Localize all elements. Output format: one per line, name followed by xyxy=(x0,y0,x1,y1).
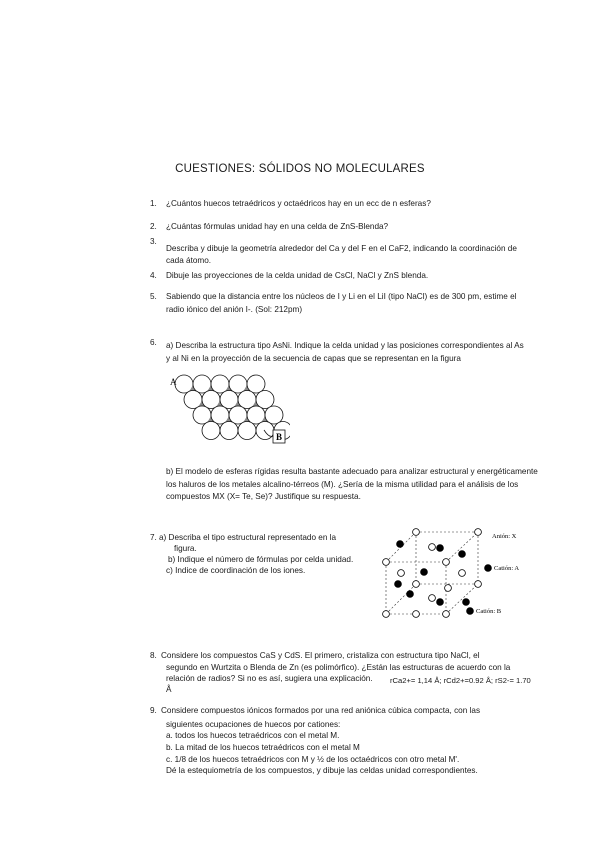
question-text: b) El modelo de esferas rígidas resulta bastante adecuado para analizar estructural y energéticamente xyxy=(166,467,538,476)
question-text: compuestos MX (X= Te, Se)? Justifique su respuesta. xyxy=(166,492,361,501)
cation-atom xyxy=(437,545,444,552)
question-text: ¿Cuántos huecos tetraédricos y octaédricos hay en un ecc de n esferas? xyxy=(166,199,431,208)
cation-atom xyxy=(421,569,428,576)
question-text: cada átomo. xyxy=(166,256,212,265)
sphere xyxy=(265,406,283,424)
question-text: Sabiendo que la distancia entre los núcleos de I y Li en el LiI (tipo NaCl) es de 300 pm, estime el xyxy=(166,292,517,301)
question-number: 3. xyxy=(150,237,157,246)
question-text: radio iónico del anión I-. (Sol: 212pm) xyxy=(166,305,303,314)
cation-atom xyxy=(485,565,492,572)
anion-atom xyxy=(429,595,436,602)
question-number: 8. xyxy=(150,651,157,660)
page-title: CUESTIONES: SÓLIDOS NO MOLECULARES xyxy=(175,163,425,175)
question-number: 5. xyxy=(150,292,157,301)
question-number: 7. xyxy=(150,533,157,542)
cation-atom xyxy=(467,608,474,615)
radii-values: rCa2+= 1,14 Å; rCd2+=0.92 Å; rS2-= 1.70 xyxy=(390,676,531,685)
sphere-packing-figure xyxy=(168,372,290,448)
anion-atom xyxy=(443,611,450,618)
sphere xyxy=(238,422,256,440)
question-number: 1. xyxy=(150,199,157,208)
question-text: siguientes ocupaciones de huecos por cationes: xyxy=(166,720,341,729)
question-text: y al Ni en la proyección de la secuencia de capas que se representan en la figura xyxy=(166,354,461,363)
legend-cation-b: Catión: B xyxy=(476,608,502,615)
anion-atom xyxy=(475,529,482,536)
question-text: Considere los compuestos CaS y CdS. El primero, cristaliza con estructura tipo NaCl, el xyxy=(161,651,480,660)
anion-atom xyxy=(413,529,420,536)
question-text: Considere compuestos iónicos formados por una red aniónica cúbica compacta, con las xyxy=(161,706,481,715)
question-text: c) Indice de coordinación de los iones. xyxy=(166,566,306,575)
anion-atom xyxy=(459,570,466,577)
question-text: b. La mitad de los huecos tetraédricos con el metal M xyxy=(166,743,360,752)
question-text: b) Indique el número de fórmulas por celda unidad. xyxy=(168,555,354,564)
legend-cation-a: Catión: A xyxy=(494,565,520,572)
anion-atom xyxy=(413,611,420,618)
question-text: a. todos los huecos tetraédricos con el metal M. xyxy=(166,731,340,740)
cation-atom xyxy=(397,541,404,548)
question-text: c. 1/8 de los huecos tetraédricos con M y ½ de los octaédricos con otro metal M'. xyxy=(166,755,460,764)
question-text: ¿Cuántas fórmulas unidad hay en una celda de ZnS-Blenda? xyxy=(166,222,389,231)
question-number: 9. xyxy=(150,706,157,715)
question-text: a) Describa la estructura tipo AsNi. Indique la celda unidad y las posiciones correspondientes al As xyxy=(166,341,524,350)
question-number: 2. xyxy=(150,222,157,231)
question-text: a) Describa el tipo estructural representado en la xyxy=(159,533,337,542)
anion-atom xyxy=(445,585,452,592)
anion-atom xyxy=(413,581,420,588)
question-number: 6. xyxy=(150,338,157,347)
question-number: 4. xyxy=(150,271,157,280)
anion-atom xyxy=(398,570,405,577)
figure-label-b: B xyxy=(276,432,283,442)
question-text: los haluros de los metales alcalino-térreos (M). ¿Sería de la misma utilidad para el análisis de los xyxy=(166,480,519,489)
question-text: relación de radios? Si no es así, sugiera una explicación. xyxy=(166,674,373,683)
anion-atom xyxy=(443,559,450,566)
cation-atom xyxy=(437,599,444,606)
cation-atom xyxy=(459,551,466,558)
legend-anion: Anión: X xyxy=(492,533,517,540)
cation-atom xyxy=(395,581,402,588)
crystal-structure-figure xyxy=(380,524,530,624)
cation-atom xyxy=(463,599,470,606)
question-text: figura. xyxy=(174,544,197,553)
question-text: Dé la estequiometría de los compuestos, y dibuje las celdas unidad correspondientes. xyxy=(166,766,478,775)
question-text: segundo en Wurtzita o Blenda de Zn (es polimórfico). ¿Están las estructuras de acuerdo con la xyxy=(166,663,511,672)
sphere xyxy=(247,375,265,393)
figure-label-a: A xyxy=(170,377,177,387)
sphere xyxy=(256,391,274,409)
sphere xyxy=(202,422,220,440)
sphere xyxy=(220,422,238,440)
anion-atom xyxy=(475,581,482,588)
anion-atom xyxy=(429,544,436,551)
anion-atom xyxy=(383,611,390,618)
cation-atom xyxy=(407,591,414,598)
question-text: Dibuje las proyecciones de la celda unidad de CsCl, NaCl y ZnS blenda. xyxy=(166,271,429,280)
anion-atom xyxy=(383,559,390,566)
radii-unit: Å xyxy=(166,685,172,694)
question-text: Describa y dibuje la geometría alrededor del Ca y del F en el CaF2, indicando la coordinación de xyxy=(166,244,517,253)
